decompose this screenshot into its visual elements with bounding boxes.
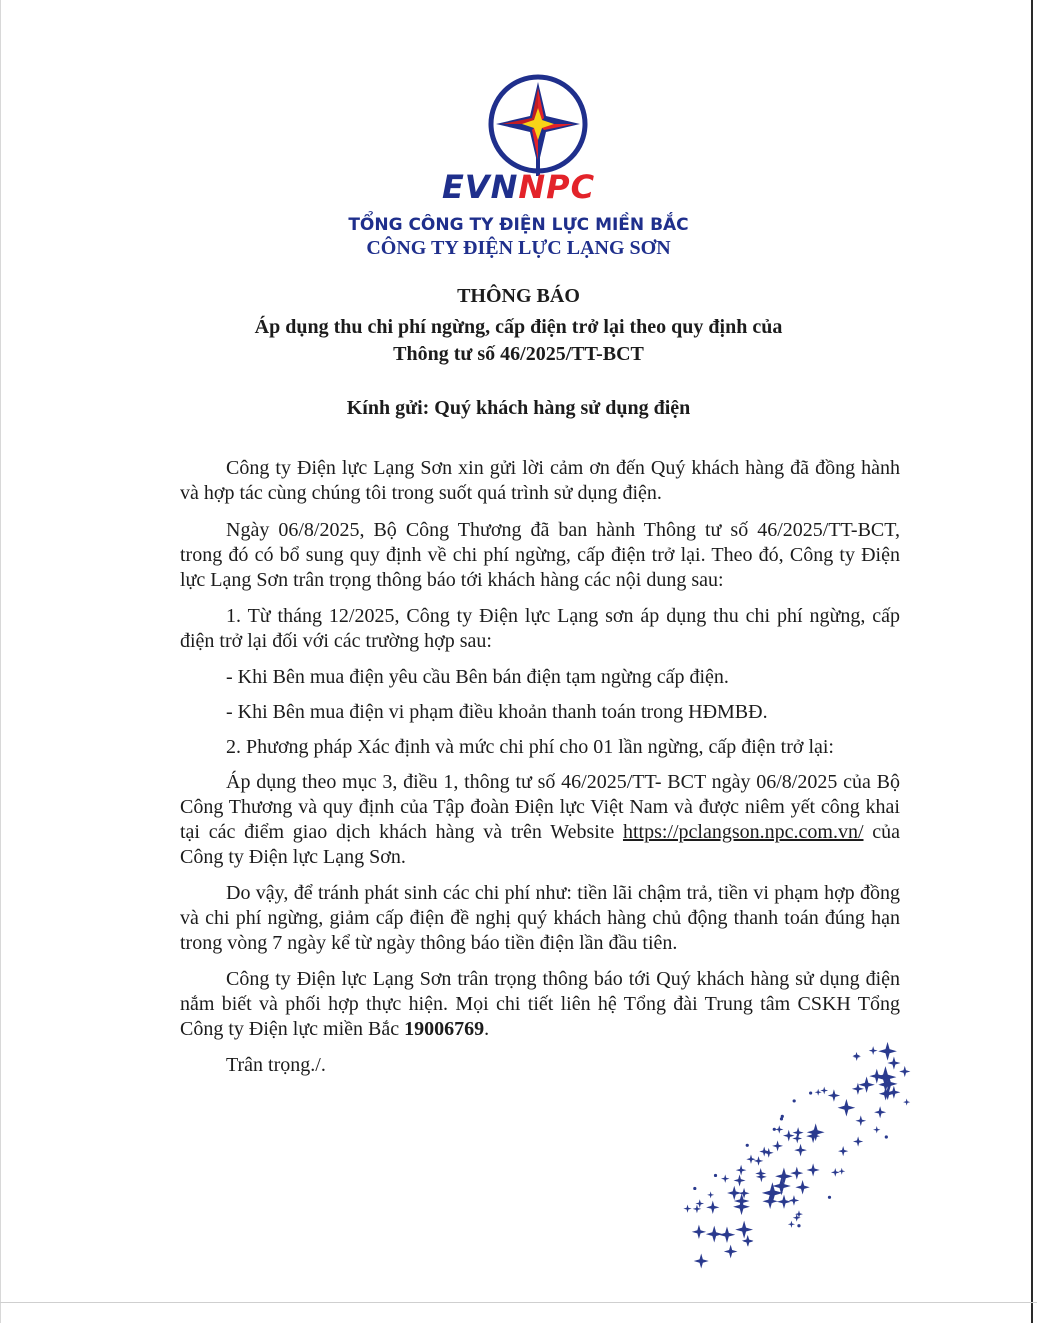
star-dot (693, 1187, 696, 1190)
brand-evn: EVN (441, 168, 519, 206)
brand-name (0, 168, 1037, 206)
star-icon (735, 1221, 753, 1239)
decorative-stars-icon (672, 1040, 912, 1270)
bullet-payment-violation (180, 700, 900, 725)
star-icon (707, 1191, 714, 1198)
star-dot (797, 1224, 800, 1227)
star-icon (683, 1204, 691, 1212)
star-icon (789, 1195, 800, 1206)
star-icon (692, 1225, 706, 1239)
star-icon (838, 1099, 856, 1117)
star-icon (742, 1235, 754, 1247)
star-icon (727, 1186, 741, 1200)
paragraph-item-2 (180, 735, 900, 760)
greeting: Kính gửi: Quý khách hàng sử dụng điện (346, 397, 691, 419)
star-icon (706, 1201, 719, 1214)
paragraph-circular (180, 518, 900, 593)
paragraph-item-1 (180, 604, 900, 654)
star-icon (831, 1168, 840, 1177)
star-icon (873, 1126, 880, 1133)
star-icon (762, 1194, 777, 1209)
star-icon (807, 1163, 820, 1176)
bullet-payment-violation-text: - Khi Bên mua điện vi phạm điều khoản thanh toán trong HĐMBĐ. (226, 701, 768, 723)
star-icon (754, 1156, 764, 1166)
notice-subtitle-line2: Thông tư số 46/2025/TT-BCT (393, 343, 644, 365)
star-icon (838, 1168, 845, 1175)
star-icon (719, 1226, 736, 1243)
star-icon (815, 1089, 822, 1096)
star-dot (714, 1174, 717, 1177)
star-icon (853, 1136, 863, 1146)
bullet-suspend-request (180, 665, 900, 690)
paragraph-payment-reminder (180, 881, 900, 956)
star-icon (795, 1180, 809, 1194)
star-dot (793, 1099, 796, 1102)
page-bottom-border (0, 1302, 1037, 1303)
star-icon (869, 1046, 878, 1055)
star-icon (777, 1195, 791, 1209)
paragraph-contact (180, 967, 900, 1042)
star-icon (724, 1245, 738, 1259)
star-icon (794, 1144, 807, 1157)
star-icon (874, 1106, 886, 1118)
star-icon (772, 1140, 783, 1151)
paragraph-contact-text: Công ty Điện lực Lạng Sơn trân trọng thông báo tới Quý khách hàng sử dụng điện nắm biết và phối hợp thực hiện. Mọi chi tiết liên hệ Tổng đài Trung tâm CSKH Tổng Công ty Điện lực miền Bắc (180, 968, 900, 1040)
star-icon (746, 1155, 755, 1164)
star-icon (903, 1099, 910, 1106)
star-icon (736, 1165, 747, 1176)
paragraph-payment-reminder-text: Do vậy, để tránh phát sinh các chi phí như: tiền lãi chậm trả, tiền vi phạm hợp đồng và chi phí ngừng, giảm cấp điện đề nghị quý khách hàng chủ động thanh toán đúng hạn trong vòng 7 ngày kể từ ngày thông báo tiền điện lần đầu tiên. (180, 882, 900, 954)
paragraph-contact-end: . (484, 1018, 490, 1040)
brand-npc: NPC (518, 168, 596, 206)
notice-subtitle-line1: Áp dụng thu chi phí ngừng, cấp điện trở lại theo quy định của (254, 316, 783, 338)
website-link[interactable]: https://pclangson.npc.com.vn/ (622, 821, 864, 843)
hotline-number: 19006769 (404, 1018, 485, 1040)
star-dot (773, 1128, 776, 1131)
star-dot (780, 1117, 783, 1120)
star-dot (746, 1144, 749, 1147)
star-icon (734, 1174, 746, 1186)
star-icon (788, 1221, 795, 1228)
star-dot (828, 1196, 831, 1199)
star-icon (764, 1148, 774, 1158)
paragraph-thanks-text: Công ty Điện lực Lạng Sơn xin gửi lời cảm ơn đến Quý khách hàng đã đồng hành và hợp tác cùng chúng tôi trong suốt quá trình sử dụng điện. (180, 457, 900, 504)
star-icon (858, 1077, 874, 1093)
star-icon (838, 1146, 848, 1156)
evn-logo-icon (486, 72, 590, 176)
corporation-name: TỔNG CÔNG TY ĐIỆN LỰC MIỀN BẮC (348, 215, 689, 235)
star-dot (809, 1091, 812, 1094)
star-icon (855, 1115, 866, 1126)
star-icon (790, 1167, 803, 1180)
star-icon (694, 1254, 709, 1269)
star-icon (852, 1052, 861, 1061)
paragraph-method-text: Áp dụng theo mục 3, điều 1, thông tư số 46/2025/TT- BCT ngày 06/8/2025 của Bộ Công Thương và quy định của Tập đoàn Điện lực Việt Nam và được niêm yết công khai tại các điểm giao dịch khách hàng và trên Website (180, 771, 900, 843)
star-icon (881, 1087, 894, 1100)
star-icon (828, 1089, 840, 1101)
notice-title: THÔNG BÁO (457, 285, 580, 307)
paragraph-thanks (180, 456, 900, 506)
star-icon (721, 1174, 730, 1183)
star-icon (793, 1127, 804, 1138)
paragraph-item-2-text: 2. Phương pháp Xác định và mức chi phí cho 01 lần ngừng, cấp điện trở lại: (226, 736, 834, 758)
star-icon (807, 1123, 825, 1141)
paragraph-method-tail: của Công ty Điện lực Lạng Sơn. (180, 821, 900, 868)
paragraph-circular-text: Ngày 06/8/2025, Bộ Công Thương đã ban hành Thông tư số 46/2025/TT-BCT, trong đó có bổ sung quy định về chi phí ngừng, cấp điện trở lại. Theo đó, Công ty Điện lực Lạng Sơn trân trọng thông báo tới khách hàng các nội dung sau: (180, 519, 900, 591)
star-icon (775, 1125, 783, 1133)
star-dot (885, 1135, 888, 1138)
star-icon (775, 1167, 793, 1185)
star-icon (706, 1226, 723, 1243)
bullet-suspend-request-text: - Khi Bên mua điện yêu cầu Bên bán điện tạm ngừng cấp điện. (226, 666, 729, 688)
star-icon (820, 1087, 828, 1095)
closing-text: Trân trọng./. (226, 1054, 326, 1076)
star-icon (759, 1147, 769, 1157)
star-icon (887, 1056, 900, 1069)
star-icon (739, 1188, 750, 1199)
paragraph-item-1-text: 1. Từ tháng 12/2025, Công ty Điện lực Lạng sơn áp dụng thu chi phí ngừng, cấp điện trở lại đối với các trường hợp sau: (180, 605, 900, 652)
company-name: CÔNG TY ĐIỆN LỰC LẠNG SƠN (366, 237, 671, 259)
paragraph-method (180, 770, 900, 870)
star-icon (783, 1130, 795, 1142)
star-icon (899, 1066, 910, 1077)
